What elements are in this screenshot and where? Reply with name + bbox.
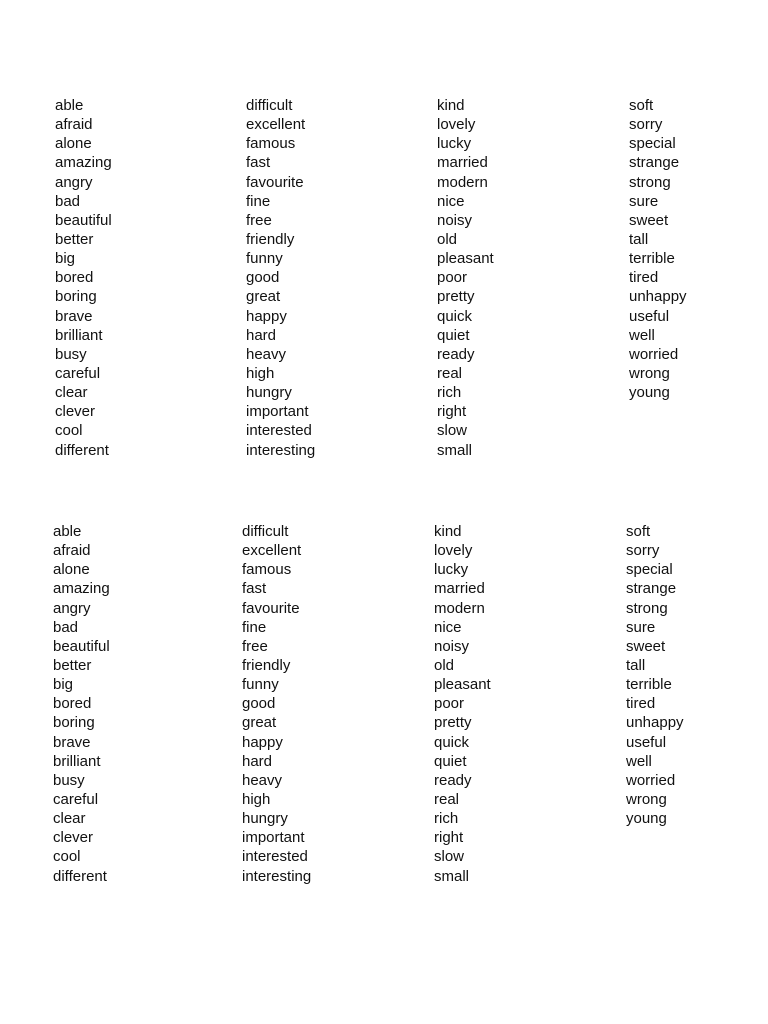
word-item: heavy	[242, 771, 283, 789]
word-item: nice	[434, 618, 462, 636]
word-item: good	[246, 269, 280, 287]
word-item: big	[55, 250, 76, 268]
word-item: fast	[246, 154, 271, 172]
word-item: right	[434, 829, 464, 847]
word-item: rich	[437, 384, 462, 402]
word-item: soft	[626, 523, 651, 540]
word-item: interested	[246, 422, 312, 440]
word-item: lovely	[434, 542, 473, 560]
word-item: quiet	[434, 752, 467, 770]
word-item: bad	[55, 192, 81, 210]
word-item: careful	[55, 364, 101, 382]
word-item: great	[242, 714, 277, 732]
word-item: poor	[437, 269, 468, 287]
word-item: sweet	[626, 637, 666, 655]
word-item: modern	[437, 173, 488, 191]
word-item: funny	[246, 250, 283, 268]
word-item: pleasant	[434, 676, 491, 694]
word-item: sorry	[626, 542, 660, 560]
word-item: quiet	[437, 326, 470, 344]
word-item: able	[53, 523, 82, 540]
word-item: sure	[629, 192, 659, 210]
word-column-4	[626, 522, 684, 828]
word-item: modern	[434, 599, 485, 617]
word-item: important	[242, 829, 305, 847]
word-item: excellent	[246, 116, 306, 134]
word-item: angry	[55, 173, 93, 191]
word-item: better	[55, 230, 94, 248]
word-item: brave	[55, 307, 93, 325]
word-item: cool	[53, 848, 81, 866]
word-item: slow	[437, 422, 468, 440]
word-item: hard	[246, 326, 277, 344]
word-item: terrible	[626, 676, 672, 694]
word-item: special	[626, 561, 673, 579]
word-item: lucky	[434, 561, 469, 579]
word-item: useful	[626, 733, 667, 751]
word-item: bad	[53, 618, 79, 636]
word-item: strong	[629, 173, 671, 191]
word-column-2	[246, 96, 315, 460]
word-item: clever	[55, 403, 96, 421]
word-item: hard	[242, 752, 273, 770]
word-item: brave	[53, 733, 91, 751]
word-item: pretty	[434, 714, 472, 732]
word-item: brilliant	[53, 752, 101, 770]
word-item: clever	[53, 829, 94, 847]
word-item: real	[437, 364, 463, 382]
word-item: right	[437, 403, 467, 421]
word-item: difficult	[246, 97, 293, 114]
word-item: hungry	[246, 384, 292, 402]
word-item: fast	[242, 580, 267, 598]
word-item: married	[437, 154, 488, 172]
word-item: lucky	[437, 135, 472, 153]
word-item: high	[246, 364, 275, 382]
word-item: great	[246, 288, 281, 306]
word-item: kind	[434, 523, 462, 540]
word-item: wrong	[629, 364, 670, 382]
word-item: good	[242, 695, 276, 713]
word-item: angry	[53, 599, 91, 617]
word-item: ready	[434, 771, 472, 789]
word-item: quick	[434, 733, 470, 751]
word-item: amazing	[55, 154, 112, 172]
word-item: free	[246, 211, 272, 229]
word-item: heavy	[246, 345, 287, 363]
word-item: unhappy	[629, 288, 687, 306]
word-item: lovely	[437, 116, 476, 134]
word-item: tall	[626, 656, 646, 674]
word-item: different	[53, 867, 107, 885]
word-item: terrible	[629, 250, 675, 268]
word-item: old	[437, 230, 458, 248]
word-item: favourite	[246, 173, 304, 191]
word-item: alone	[55, 135, 92, 153]
word-item: afraid	[53, 542, 91, 560]
word-item: quick	[437, 307, 473, 325]
word-item: poor	[434, 695, 465, 713]
word-item: small	[437, 441, 473, 459]
word-item: pleasant	[437, 250, 494, 268]
word-item: noisy	[437, 211, 473, 229]
word-item: young	[626, 810, 667, 828]
word-item: cool	[55, 422, 83, 440]
word-item: important	[246, 403, 309, 421]
word-item: careful	[53, 790, 99, 808]
word-item: worried	[629, 345, 679, 363]
word-item: busy	[53, 771, 85, 789]
word-item: fine	[242, 618, 267, 636]
word-item: tired	[626, 695, 656, 713]
word-column-2	[242, 522, 311, 886]
word-item: fine	[246, 192, 271, 210]
word-item: real	[434, 790, 460, 808]
word-item: special	[629, 135, 676, 153]
word-item: brilliant	[55, 326, 103, 344]
word-item: noisy	[434, 637, 470, 655]
word-item: pretty	[437, 288, 475, 306]
word-item: boring	[55, 288, 97, 306]
word-item: friendly	[246, 230, 295, 248]
word-item: interesting	[246, 441, 316, 459]
word-item: famous	[242, 561, 292, 579]
word-column-4	[629, 96, 687, 402]
word-item: tall	[629, 230, 649, 248]
word-item: happy	[242, 733, 283, 751]
word-item: sorry	[629, 116, 663, 134]
word-item: afraid	[55, 116, 93, 134]
word-column-1	[55, 96, 112, 460]
word-item: clear	[53, 810, 86, 828]
word-item: well	[629, 326, 655, 344]
word-item: kind	[437, 97, 465, 114]
word-item: sweet	[629, 211, 669, 229]
word-item: able	[55, 97, 84, 114]
word-item: young	[629, 384, 670, 402]
word-item: beautiful	[53, 637, 110, 655]
word-item: ready	[437, 345, 475, 363]
word-item: hungry	[242, 810, 288, 828]
word-item: friendly	[242, 656, 291, 674]
word-item: excellent	[242, 542, 302, 560]
word-item: unhappy	[626, 714, 684, 732]
word-item: rich	[434, 810, 459, 828]
word-item: wrong	[626, 790, 667, 808]
word-item: bored	[53, 695, 92, 713]
word-item: tired	[629, 269, 659, 287]
word-item: high	[242, 790, 271, 808]
word-item: beautiful	[55, 211, 112, 229]
word-item: boring	[53, 714, 95, 732]
word-item: married	[434, 580, 485, 598]
word-item: happy	[246, 307, 287, 325]
word-item: difficult	[242, 523, 289, 540]
word-item: interesting	[242, 867, 312, 885]
word-item: nice	[437, 192, 465, 210]
word-column-1	[53, 522, 110, 886]
word-item: sure	[626, 618, 656, 636]
word-item: busy	[55, 345, 87, 363]
word-item: strange	[629, 154, 680, 172]
word-item: better	[53, 656, 92, 674]
word-item: small	[434, 867, 470, 885]
word-item: free	[242, 637, 268, 655]
word-item: worried	[626, 771, 676, 789]
word-item: soft	[629, 97, 654, 114]
word-item: strong	[626, 599, 668, 617]
word-item: favourite	[242, 599, 300, 617]
word-item: amazing	[53, 580, 110, 598]
word-item: bored	[55, 269, 94, 287]
word-item: famous	[246, 135, 296, 153]
word-column-3	[434, 522, 491, 886]
word-column-3	[437, 96, 494, 460]
word-item: slow	[434, 848, 465, 866]
word-item: useful	[629, 307, 670, 325]
word-item: big	[53, 676, 74, 694]
word-item: well	[626, 752, 652, 770]
word-item: strange	[626, 580, 677, 598]
word-item: alone	[53, 561, 90, 579]
word-item: old	[434, 656, 455, 674]
word-item: different	[55, 441, 109, 459]
word-item: interested	[242, 848, 308, 866]
word-item: funny	[242, 676, 279, 694]
word-item: clear	[55, 384, 88, 402]
